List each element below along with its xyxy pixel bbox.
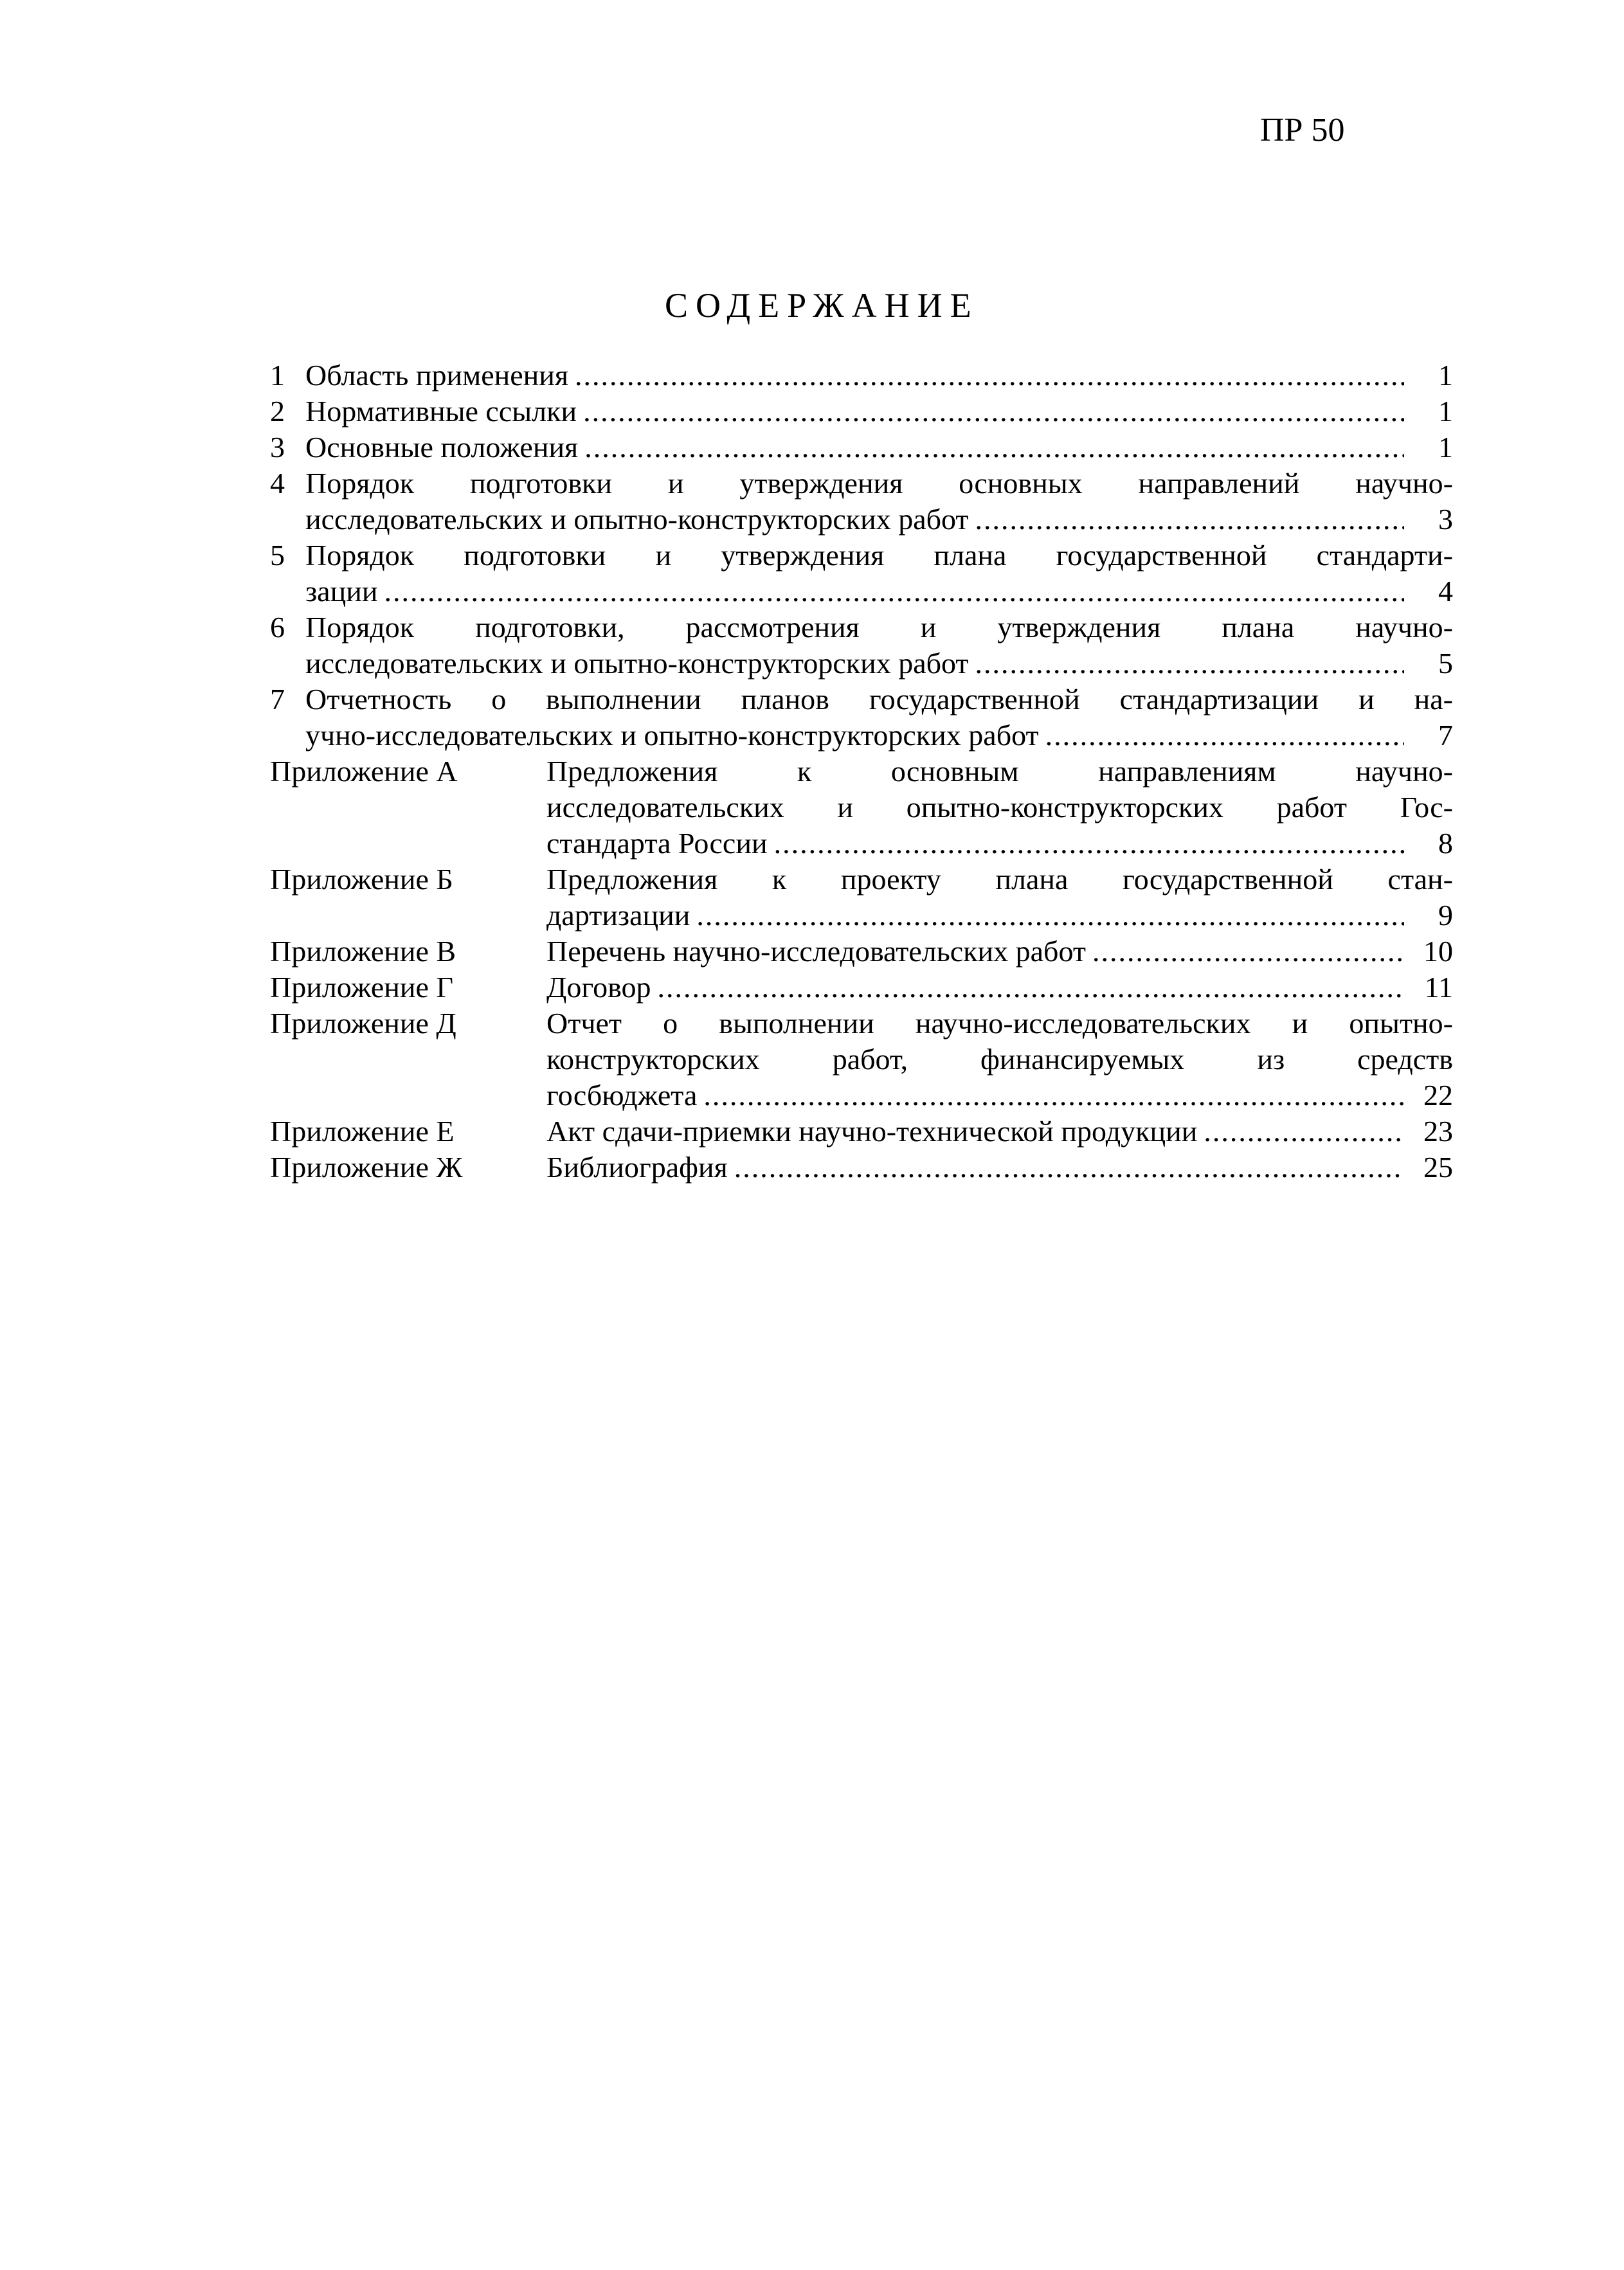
toc-entry-text: [305, 681, 1453, 753]
toc-section-entry[interactable]: [270, 609, 1453, 681]
appendix-label: Приложение Д: [270, 1007, 456, 1040]
page-number: 3: [1438, 503, 1453, 536]
toc-entry-last-line: [305, 429, 1453, 465]
toc-entry-title: Область применения: [305, 359, 569, 392]
toc-appendix-entry[interactable]: [270, 933, 1453, 969]
toc-entry-line: Порядок подготовки, рассмотрения и утверждения плана научно-: [305, 611, 1453, 644]
toc-entry-last-line: [305, 357, 1453, 393]
section-number: 4: [270, 467, 285, 500]
page-number: 25: [1423, 1151, 1453, 1184]
section-number: 6: [270, 611, 285, 644]
section-number: 2: [270, 395, 285, 428]
toc-entry-text: [305, 609, 1453, 681]
toc-entry-title: исследовательских и опытно-конструкторских работ: [305, 647, 969, 680]
toc-entry-title: Акт сдачи-приемки научно-технической продукции: [546, 1115, 1198, 1148]
appendix-label: Приложение В: [270, 935, 456, 968]
toc-section-entry[interactable]: [270, 465, 1453, 537]
toc-section-entry[interactable]: [270, 393, 1453, 429]
section-number: 3: [270, 431, 285, 464]
page-number: 1: [1438, 431, 1453, 464]
toc-entry-text: [305, 357, 1453, 393]
page-number: 7: [1438, 719, 1453, 752]
toc-section-entry[interactable]: [270, 681, 1453, 753]
toc-entry-title: Библиография: [546, 1151, 728, 1184]
dot-leader: [734, 1149, 1404, 1185]
section-number: 7: [270, 683, 285, 716]
dot-leader: [975, 501, 1404, 537]
toc-appendix-entry[interactable]: [270, 753, 1453, 861]
appendix-label: Приложение Ж: [270, 1151, 463, 1184]
toc-entry-last-line: [305, 573, 1453, 609]
toc-appendix-entry[interactable]: [270, 1149, 1453, 1185]
page-number: 8: [1438, 827, 1453, 860]
toc-entry-line: Отчет о выполнении научно-исследовательских и опытно-: [546, 1007, 1453, 1040]
dot-leader: [774, 825, 1404, 861]
dot-leader: [703, 1077, 1404, 1113]
toc-entry-title: Договор: [546, 971, 651, 1004]
toc-entry-last-line: [546, 969, 1453, 1005]
toc-entry-line: исследовательских и опытно-конструкторских работ Гос-: [546, 791, 1453, 824]
page-number: 1: [1438, 395, 1453, 428]
dot-leader: [575, 357, 1404, 393]
toc-entry-title: Нормативные ссылки: [305, 395, 577, 428]
toc-section-entry[interactable]: [270, 537, 1453, 609]
toc-entry-title: учно-исследовательских и опытно-конструкторских работ: [305, 719, 1039, 752]
toc-entry-last-line: [305, 717, 1453, 753]
toc-entry-text: [546, 1113, 1453, 1149]
toc-entry-text: [546, 753, 1453, 861]
toc-entry-line: Предложения к проекту плана государственной стан-: [546, 863, 1453, 896]
toc-entry-text: [546, 969, 1453, 1005]
toc-entry-title: госбюджета: [546, 1079, 698, 1112]
page-number: 10: [1423, 935, 1453, 968]
toc-entry-last-line: [546, 933, 1453, 969]
page-number: 1: [1438, 359, 1453, 392]
dot-leader: [1045, 717, 1404, 753]
toc-entry-line: Отчетность о выполнении планов государственной стандартизации и на-: [305, 683, 1453, 716]
page-number: 22: [1423, 1079, 1453, 1112]
dot-leader: [384, 573, 1404, 609]
appendix-label: Приложение Б: [270, 863, 453, 896]
dot-leader: [696, 897, 1404, 933]
toc-entry-title: исследовательских и опытно-конструкторских работ: [305, 503, 969, 536]
dot-leader: [1092, 933, 1404, 969]
toc-entry-text: [305, 465, 1453, 537]
page-number: 11: [1424, 971, 1453, 1004]
page-number: 4: [1438, 575, 1453, 608]
toc-entry-last-line: [305, 501, 1453, 537]
page-number: 9: [1438, 899, 1453, 932]
toc-section-entry[interactable]: [270, 429, 1453, 465]
toc-appendix-entry[interactable]: [270, 969, 1453, 1005]
table-of-contents: [270, 357, 1453, 1185]
toc-entry-last-line: [305, 393, 1453, 429]
toc-appendix-entry[interactable]: [270, 1005, 1453, 1113]
appendix-label: Приложение А: [270, 755, 458, 788]
page-number: 5: [1438, 647, 1453, 680]
toc-entry-title: стандарта России: [546, 827, 768, 860]
appendix-label: Приложение Г: [270, 971, 453, 1004]
document-code: ПР 50: [1260, 112, 1345, 149]
toc-entry-title: Основные положения: [305, 431, 579, 464]
toc-entry-text: [546, 861, 1453, 933]
toc-entry-title: Перечень научно-исследовательских работ: [546, 935, 1086, 968]
dot-leader: [1204, 1113, 1404, 1149]
dot-leader: [975, 645, 1404, 681]
toc-entry-title: зации: [305, 575, 378, 608]
section-number: 5: [270, 539, 285, 572]
toc-entry-line: конструкторских работ, финансируемых из средств: [546, 1043, 1453, 1076]
toc-entry-line: Порядок подготовки и утверждения плана государственной стандарти-: [305, 539, 1453, 572]
dot-leader: [658, 969, 1404, 1005]
toc-entry-text: [305, 393, 1453, 429]
toc-entry-line: Предложения к основным направлениям научно-: [546, 755, 1453, 788]
toc-section-entry[interactable]: [270, 357, 1453, 393]
dot-leader: [583, 393, 1404, 429]
appendix-label: Приложение Е: [270, 1115, 455, 1148]
toc-appendix-entry[interactable]: [270, 1113, 1453, 1149]
toc-entry-title: дартизации: [546, 899, 690, 932]
toc-entry-last-line: [546, 1113, 1453, 1149]
toc-entry-text: [546, 1005, 1453, 1113]
toc-entry-last-line: [546, 897, 1453, 933]
toc-entry-last-line: [546, 1077, 1453, 1113]
toc-title: СОДЕРЖАНИЕ: [665, 286, 979, 325]
toc-entry-text: [305, 429, 1453, 465]
toc-entry-line: Порядок подготовки и утверждения основных направлений научно-: [305, 467, 1453, 500]
toc-entry-last-line: [546, 825, 1453, 861]
toc-entry-text: [546, 1149, 1453, 1185]
toc-entry-text: [546, 933, 1453, 969]
toc-entry-text: [305, 537, 1453, 609]
section-number: 1: [270, 359, 285, 392]
toc-entry-last-line: [305, 645, 1453, 681]
toc-entry-last-line: [546, 1149, 1453, 1185]
dot-leader: [584, 429, 1404, 465]
page-number: 23: [1423, 1115, 1453, 1148]
toc-appendix-entry[interactable]: [270, 861, 1453, 933]
